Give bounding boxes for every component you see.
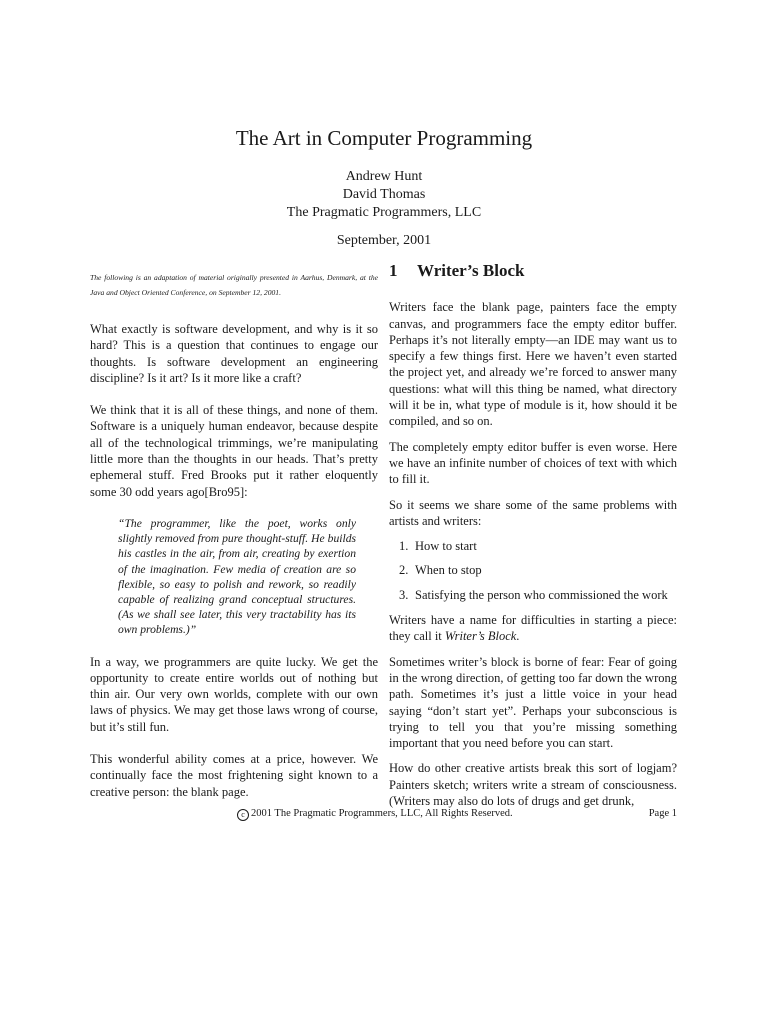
list-number: 2.	[399, 563, 409, 578]
paper-title: The Art in Computer Programming	[235, 126, 533, 150]
list-number: 1.	[399, 539, 409, 554]
body-paragraph: We think that it is all of these things, and none of them. Software is a uniquely human endeavor, because despite all of the technological trimmings, we’re manipulating little more than the thoughts in our heads. That’s pretty ephemeral stuff. Fred Brooks put it rather eloquently some 30 odd years ago[Bro95]:	[90, 403, 378, 499]
author-affiliation: The Pragmatic Programmers, LLC	[286, 205, 482, 220]
body-paragraph	[389, 612, 677, 645]
body-paragraph: How do other creative artists break this sort of logjam? Painters sketch; writers write a stream of consciousness. (Writers may also do lots of drugs and get drunk,	[389, 761, 677, 809]
body-paragraph: Writers face the blank page, painters face the empty canvas, and programmers face the empty editor buffer. Perhaps it’s not literally empty—an IDE may want us to specify a few things first. Here we haven’t even started the project yet, and already we’re forced to answer many questions: what will this thing be named, what directory will it be in, what type of module is it, how should it be compiled, and so on.	[389, 300, 677, 429]
block-quote: “The programmer, like the poet, works only slightly removed from pure thought-stuff. He builds his castles in the air, from air, creating by exertion of the imagination. Few media of creation are so flexible, so easy to polish and rework, so readily capable of realizing grand conceptual structures. (As we shall see later, this very tractability has its own problems.)”	[118, 516, 356, 637]
author-block	[0, 168, 768, 222]
body-paragraph: Sometimes writer’s block is borne of fear: Fear of going in the wrong direction, of getting too far down the wrong path. Sometimes it’s just a little voice in your head saying “don’t start yet”. Perhaps your subconscious is trying to tell you that you’re missing something important that you need before you can start.	[389, 654, 677, 751]
list-item	[399, 587, 677, 603]
paragraph-text: .	[516, 629, 520, 644]
copyright-footer	[237, 808, 513, 821]
list-text: Satisfying the person who commissioned the work	[415, 587, 668, 602]
list-number: 3.	[399, 587, 409, 602]
publication-date: September, 2001	[336, 233, 432, 248]
copyright-icon: c	[237, 809, 249, 821]
list-text: How to start	[415, 539, 477, 554]
section-title: Writer’s Block	[417, 261, 525, 280]
paragraph-text: Writers have a name for difficulties in starting a piece: they call it	[389, 613, 677, 644]
problem-list	[389, 538, 677, 603]
copyright-text: 2001 The Pragmatic Programmers, LLC, All Rights Reserved.	[251, 808, 513, 819]
section-number: 1	[389, 261, 398, 280]
body-paragraph: In a way, we programmers are quite lucky. We get the opportunity to create entire worlds out of nothing but thin air. Our very own worlds, complete with our own laws of physics. We may get those laws wrong of course, but it’s still fun.	[90, 654, 378, 734]
page-number: Page 1	[648, 808, 677, 819]
section-heading	[389, 263, 677, 279]
author-name: Andrew Hunt	[345, 169, 423, 184]
left-column	[90, 270, 378, 816]
right-column	[389, 263, 677, 818]
body-paragraph: This wonderful ability comes at a price, however. We continually face the most frightening sight known to a creative person: the blank page.	[90, 752, 378, 799]
adaptation-note: The following is an adaptation of material originally presented in Aarhus, Denmark, at the Java and Object Oriented Conference, on September 12, 2001.	[90, 273, 378, 297]
body-paragraph: So it seems we share some of the same problems with artists and writers:	[389, 497, 677, 528]
list-text: When to stop	[415, 563, 482, 578]
body-paragraph: What exactly is software development, and why is it so hard? This is a question that continues to engage our thoughts. Is software development an engineering discipline? Is it art? Is it more like a craft?	[90, 322, 378, 385]
emphasized-term: Writer’s Block	[444, 629, 517, 644]
list-item	[399, 538, 677, 554]
list-item	[399, 562, 677, 578]
author-name: David Thomas	[342, 187, 426, 202]
body-paragraph: The completely empty editor buffer is even worse. Here we have an infinite number of choices of text with which to fill it.	[389, 439, 677, 487]
